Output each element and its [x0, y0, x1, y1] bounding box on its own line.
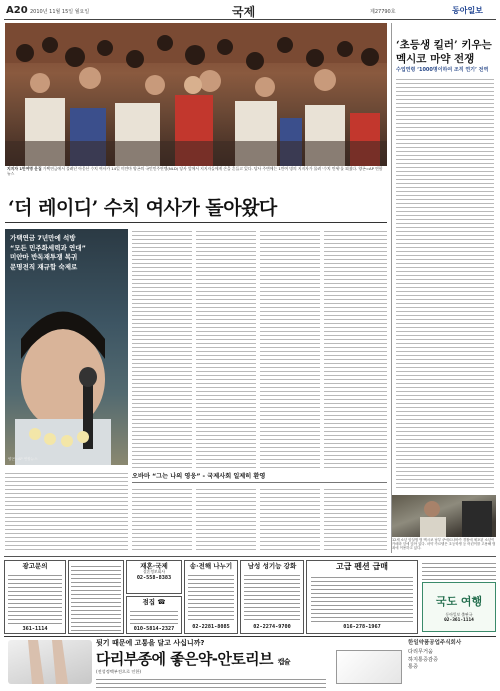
main-headline: ‘더 레이디’ 수치 여사가 돌아왔다 [8, 197, 277, 219]
travel-ad-header-lines [422, 560, 496, 580]
right-article-body [396, 76, 494, 491]
sharing-ad-lines [188, 572, 234, 622]
crowd-photo-graphic [5, 23, 387, 166]
marriage-ad-phone: 02-558-8383 [136, 574, 172, 581]
article-column-4 [324, 228, 387, 468]
article-column-2 [196, 228, 256, 468]
sharing-ad-phone: 02-2281-8085 [192, 624, 230, 630]
travel-ad-title: 국도 여행 [435, 595, 483, 608]
small-ad-grid-lines [71, 563, 121, 633]
drug-ad-title-suffix: 캡슐 [277, 658, 290, 666]
travel-ad-header [422, 560, 496, 580]
photo-caption-text: 가택연금에서 풀려난 아웅산 수치 여사가 14일 미얀마 양곤의 국민민주연맹(NLD) 당사 앞에서 지지자들에게 손을 흔들고 있다. 당사 주변에는 1만여 명의 지지자가 몰려 '수치 만세'를 외쳤다. 양곤=AP 연합뉴스 [7, 166, 383, 176]
newspaper-name: 동아일보 [452, 6, 483, 15]
classified-ad-lines [8, 572, 62, 624]
article-column-6 [196, 486, 256, 552]
drug-effect-2: 하지통증감증 [408, 656, 439, 663]
section-title: 국제 [232, 5, 256, 19]
travel-ad-sub: 동아일보 출판국 [445, 612, 473, 617]
marriage-ad-title: 재혼·국제 [140, 562, 168, 570]
article-column-5 [132, 486, 192, 552]
pension-ad-lines [311, 574, 413, 622]
fortune-ad-phone: 010-5814-2327 [133, 626, 175, 632]
drug-ad-title [96, 648, 290, 669]
issue-number: 제27790호 [370, 9, 396, 15]
crowd-photo [5, 23, 387, 166]
mexico-photo-caption: 12세 소년 암살범 범 멕시코 남부 쿠에르나바카 경찰에 체포된 소년이 카메라 앞에 앉아 있다. 마약 카르텔은 초등학생 등 어린이를 고용해 범죄에 이용하고 있다. [392, 538, 496, 551]
mexico-photo-graphic [392, 495, 496, 537]
small-ad-grid [68, 560, 124, 634]
drug-ad-pretitle: 뒷기 때문에 고통을 달고 사십니까? [96, 639, 205, 647]
pension-ad [306, 560, 418, 634]
subhead-line-4: 문명전직 재규합 숙제로 [10, 262, 78, 271]
classified-ad-phone: 361-1114 [22, 626, 48, 632]
health-ad-phone: 02-2274-9700 [253, 624, 291, 630]
headline-rule [5, 222, 387, 223]
drug-ad-detail-lines [96, 676, 326, 688]
portrait-subheads [10, 234, 90, 272]
pension-ad-title: 고급 펜션 급매 [336, 562, 388, 571]
article-column-7 [260, 486, 320, 552]
drug-ad-note: (전성정맥부전으로 인한) [96, 669, 142, 674]
fortune-ad-lines [130, 608, 178, 624]
drug-ad-legs-image [8, 640, 92, 684]
drug-effect-1: 다리무거움 [408, 649, 434, 655]
right-headline-line-1: ‘초등생 킬러’ 키우는 [396, 39, 492, 51]
header-rule [4, 19, 496, 20]
drug-box-image [336, 650, 402, 684]
fortune-ad-title: 점집 ☎ [142, 598, 166, 606]
travel-book-ad [422, 582, 496, 632]
photo-caption [5, 167, 387, 177]
article-column-8 [324, 486, 387, 552]
fortune-ad [126, 596, 182, 634]
marriage-ad [126, 560, 182, 594]
article-column-0 [5, 470, 128, 552]
portrait-credit: 양곤=AP 연합뉴스 [8, 457, 38, 461]
ad-band-rule [4, 556, 496, 557]
photo-caption-title: 지지자 1만여명 운집 [7, 166, 42, 171]
page-number: A20 [6, 5, 28, 16]
marriage-ad-sub: 결혼정보회사 [142, 569, 165, 574]
right-column-divider [391, 23, 392, 553]
right-headline-line-2: 멕시코 마약 전쟁 [396, 53, 475, 65]
sharing-ad [184, 560, 238, 634]
health-ad-lines [244, 572, 300, 622]
mexico-photo [392, 495, 496, 537]
sharing-ad-title: 송·전해 나누기 [189, 562, 233, 570]
subhead-line-1: 가택연금 7년만에 석방 [10, 234, 76, 242]
mid-subhead: 오바마 “그는 나의 영웅” - 국제사회 일제히 환영 [132, 473, 266, 480]
drug-ad-title-text: 다리부종에 좋은약-안토리브 [96, 650, 273, 668]
right-subtitle: 수업연령 ‘1000명이하여 조직 연기’ 전역 [396, 67, 489, 73]
drug-ad-effects [408, 649, 494, 672]
health-ad [240, 560, 304, 634]
subhead-line-3: 미얀마 반독재투쟁 복귀 [10, 253, 78, 261]
classified-index-ad [4, 560, 66, 634]
legs-graphic [8, 640, 92, 684]
article-column-1 [132, 228, 192, 468]
drug-effect-3: 통증 [408, 664, 419, 670]
drug-ad-company: 한일약품공업주식회사 [408, 640, 462, 646]
article-column-3 [260, 228, 320, 468]
subhead-line-2: “모든 민주화세력과 연대” [10, 243, 86, 252]
health-ad-title: 남성 성기능 강화 [247, 562, 297, 570]
travel-ad-phone: 02-361-1114 [444, 617, 474, 623]
classified-ad-title: 광고문의 [22, 562, 48, 570]
mid-subhead-rule [132, 482, 387, 483]
pension-ad-phone: 016-278-1967 [343, 624, 381, 630]
issue-date: 2010년 11월 15일 월요일 [30, 9, 90, 15]
